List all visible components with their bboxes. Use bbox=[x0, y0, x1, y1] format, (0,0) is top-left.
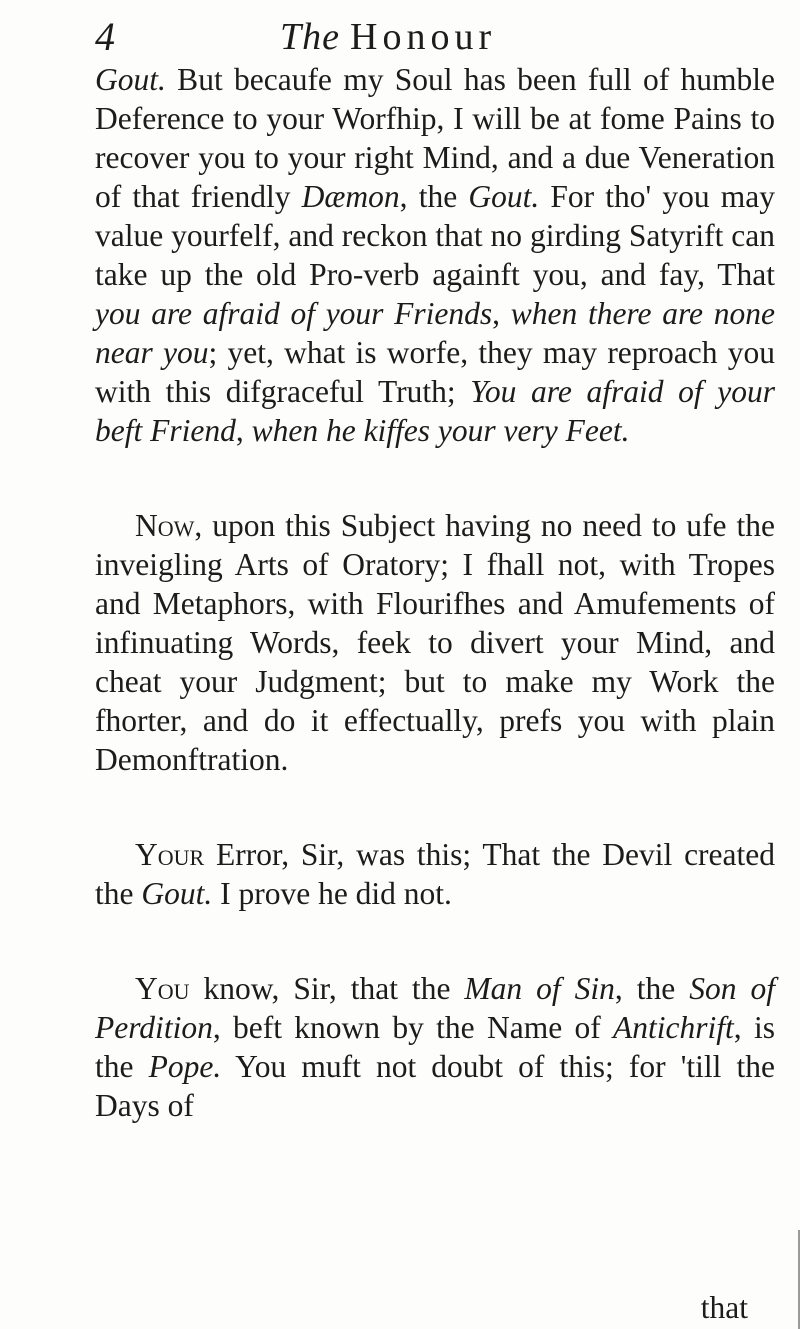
text-run: But becaufe my Soul has been full of humble Deference to your Worfhip, I will be at fome Pains to recover you to your right Mind, and a due Veneration of that friendly bbox=[95, 62, 775, 214]
body-text bbox=[95, 60, 775, 1125]
paragraph-antichrist bbox=[95, 969, 775, 1125]
italic-run: Antichrift bbox=[613, 1010, 734, 1045]
paragraph-body bbox=[95, 62, 775, 448]
text-run: , bbox=[235, 413, 252, 448]
italic-run: when he kiffes your very Feet. bbox=[251, 413, 630, 448]
speaker-label: Gout. bbox=[95, 62, 166, 97]
paragraph-lead-word: Your bbox=[135, 837, 205, 872]
text-run: know, Sir, that the bbox=[189, 971, 465, 1006]
text-run: , the bbox=[614, 971, 690, 1006]
italic-run: Son of Perdition bbox=[95, 971, 775, 1045]
running-title bbox=[280, 12, 496, 62]
text-run: , the bbox=[399, 179, 469, 214]
page-number: 4 bbox=[95, 14, 115, 59]
running-title-italic: The bbox=[280, 16, 340, 58]
text-run: ; yet, what is worfe, they may reproach you with this difgraceful Truth; bbox=[95, 335, 775, 409]
italic-run: when there are none near you bbox=[95, 296, 775, 370]
text-run: You muft not doubt of this; for 'till the Days of bbox=[95, 1049, 775, 1123]
text-run: Error, Sir, was this; That the Devil created the bbox=[95, 837, 775, 911]
paragraph-error bbox=[95, 835, 775, 913]
text-run: , bbox=[492, 296, 511, 331]
text-run: , is the bbox=[95, 1010, 775, 1084]
paragraph-lead-word: Now, bbox=[135, 508, 203, 543]
catchword: that bbox=[700, 1290, 748, 1325]
text-run: upon this Subject having no need to ufe the inveigling Arts of Oratory; I fhall not, with Tropes and Metaphors, with Flourifhes and Amufements of infinuating Words, feek to divert your Mind, and cheat your Judgment; but to make my Work the fhorter, and do it effectually, prefs you with plain Demonftration. bbox=[95, 508, 775, 777]
italic-run: Gout. bbox=[468, 179, 540, 214]
paragraph-body bbox=[95, 971, 775, 1123]
paragraph-lead-word: You bbox=[135, 971, 190, 1006]
italic-run: You are afraid of your beft Friend bbox=[95, 374, 775, 448]
italic-run: Gout. bbox=[141, 876, 213, 911]
italic-run: Pope. bbox=[148, 1049, 222, 1084]
text-run: I prove he did not. bbox=[212, 876, 452, 911]
italic-run: you are afraid of your Friends bbox=[95, 296, 493, 331]
paragraph-oratory bbox=[95, 506, 775, 779]
italic-run: Dæmon bbox=[301, 179, 400, 214]
italic-run: Man of Sin bbox=[464, 971, 615, 1006]
running-title-caps: Honour bbox=[350, 16, 497, 58]
paragraph-gout bbox=[95, 60, 775, 450]
paragraph-body bbox=[95, 508, 775, 777]
text-run: For tho' you may value yourfelf, and reckon that no girding Satyrift can take up the old Pro-verb againft you, and fay, That bbox=[95, 179, 775, 292]
running-head bbox=[95, 12, 775, 62]
text-run: , beft known by the Name of bbox=[212, 1010, 614, 1045]
